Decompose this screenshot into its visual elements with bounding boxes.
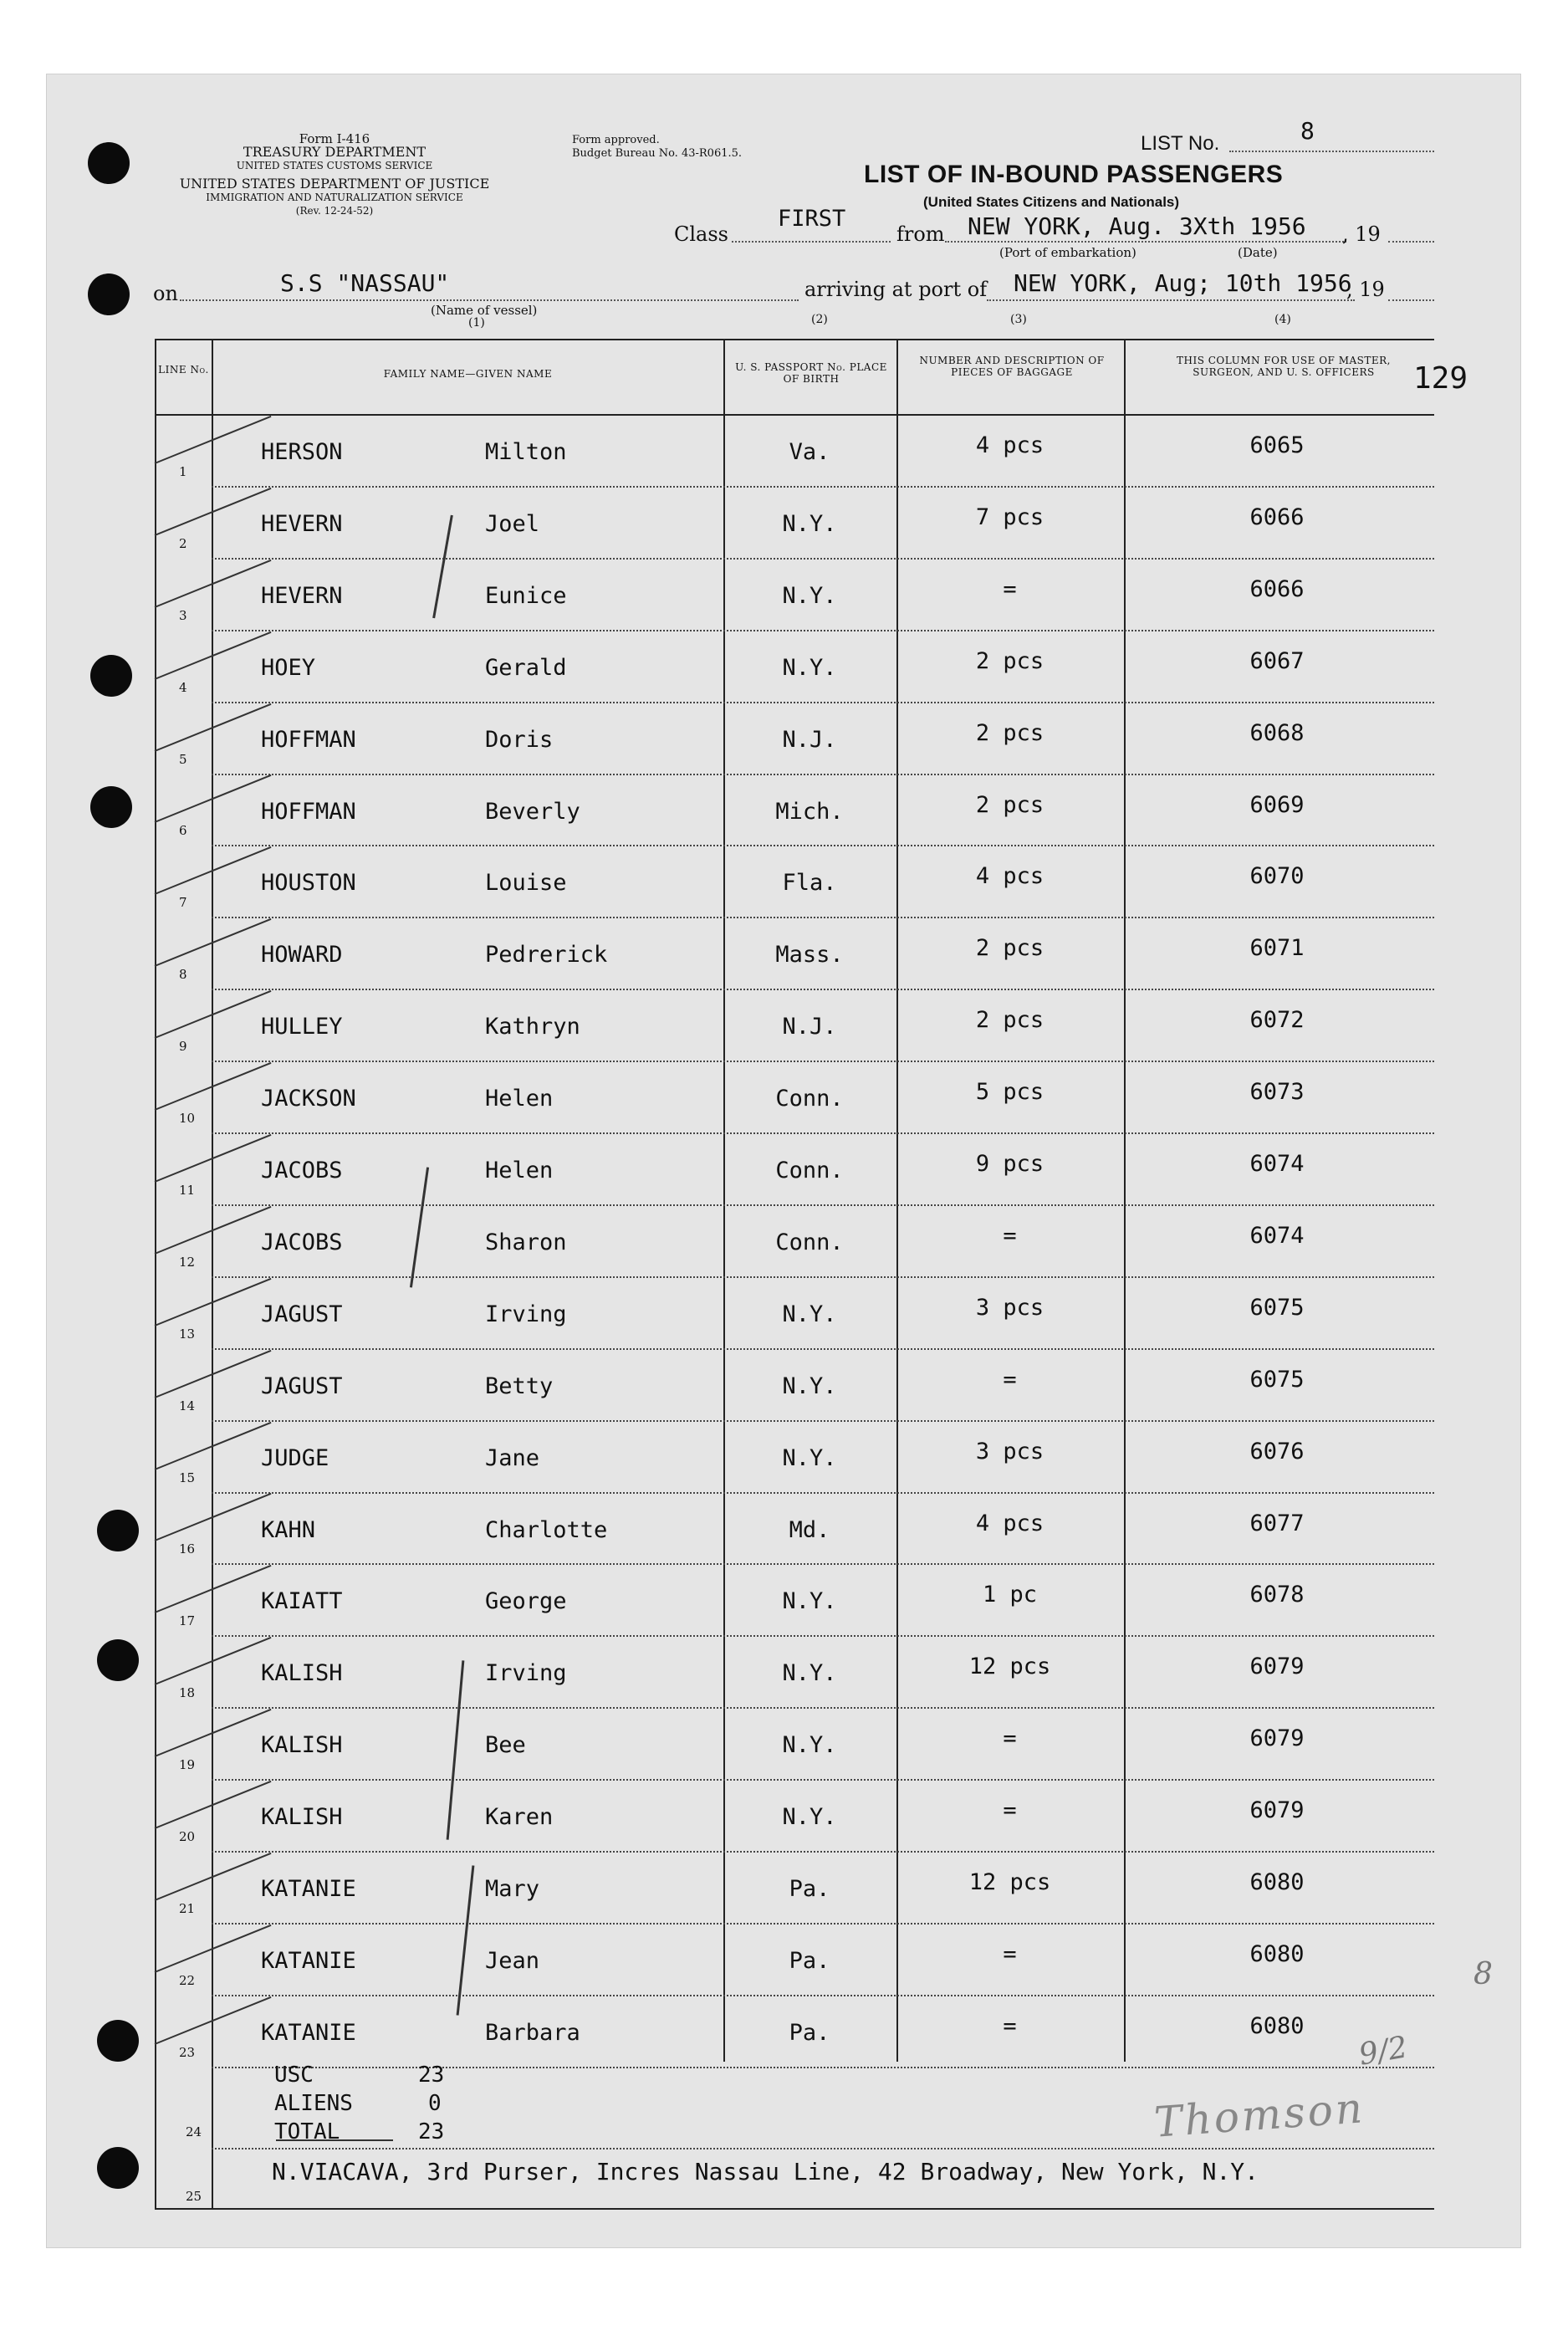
line-number: 4 bbox=[179, 679, 187, 695]
given-name: Helen bbox=[485, 1086, 554, 1112]
family-name: JACKSON bbox=[261, 1086, 356, 1112]
line-number: 12 bbox=[179, 1254, 196, 1270]
list-no-label: LIST No. bbox=[1141, 132, 1220, 155]
usc-label: USC bbox=[274, 2063, 314, 2088]
place-of-birth: Conn. bbox=[775, 1229, 844, 1255]
given-name: Beverly bbox=[485, 798, 580, 825]
line-number: 17 bbox=[179, 1613, 196, 1629]
line-number: 5 bbox=[179, 751, 187, 767]
place-of-birth: N.Y. bbox=[782, 1660, 837, 1687]
family-name: KATANIE bbox=[261, 1876, 356, 1902]
officer-code: 6068 bbox=[1249, 719, 1305, 746]
officer-code: 6078 bbox=[1249, 1582, 1305, 1608]
vessel-value: S.S "NASSAU" bbox=[280, 269, 450, 297]
treasury-dept: TREASURY DEPARTMENT bbox=[243, 144, 426, 160]
family-name: HOUSTON bbox=[261, 870, 356, 897]
line-number-25: 25 bbox=[186, 2189, 202, 2204]
ins-service: IMMIGRATION AND NATURALIZATION SERVICE bbox=[206, 192, 463, 203]
col-header-name: FAMILY NAME—GIVEN NAME bbox=[383, 368, 553, 380]
place-of-birth: N.Y. bbox=[782, 1372, 837, 1399]
baggage: 3 pcs bbox=[975, 1438, 1044, 1464]
line-number: 18 bbox=[179, 1685, 196, 1701]
line-number: 22 bbox=[179, 1972, 196, 1988]
signature-note: 9/2 bbox=[1356, 2030, 1411, 2073]
line-number: 3 bbox=[179, 607, 187, 623]
given-name: Louise bbox=[485, 870, 567, 897]
given-name: Jane bbox=[485, 1444, 540, 1471]
line-number: 23 bbox=[179, 2044, 196, 2060]
given-name: Helen bbox=[485, 1158, 554, 1183]
given-name: Milton bbox=[485, 439, 567, 465]
baggage: 4 pcs bbox=[975, 1510, 1044, 1536]
officer-code: 6070 bbox=[1249, 863, 1305, 890]
given-name: Charlotte bbox=[485, 1516, 608, 1543]
total-value: 23 bbox=[418, 2119, 445, 2144]
vessel-caption: (Name of vessel) bbox=[431, 303, 538, 318]
aliens-value: 0 bbox=[428, 2091, 442, 2116]
baggage: = bbox=[1003, 1222, 1017, 1249]
line-number: 15 bbox=[179, 1470, 196, 1485]
on-label: on bbox=[153, 282, 178, 305]
given-name: Mary bbox=[485, 1876, 540, 1902]
given-name: Joel bbox=[485, 510, 540, 537]
family-name: HOFFMAN bbox=[261, 798, 356, 825]
line-number-24: 24 bbox=[186, 2124, 202, 2139]
baggage: 4 pcs bbox=[975, 432, 1044, 458]
baggage: = bbox=[1003, 1940, 1017, 1967]
given-name: Betty bbox=[485, 1372, 554, 1399]
family-name: HULLEY bbox=[261, 1014, 343, 1040]
col-ref-4: (4) bbox=[1274, 313, 1291, 326]
from-label: from bbox=[896, 222, 945, 246]
place-of-birth: N.Y. bbox=[782, 582, 837, 609]
family-name: HEVERN bbox=[261, 582, 343, 609]
usc-value: 23 bbox=[418, 2063, 445, 2088]
aliens-label: ALIENS bbox=[274, 2091, 353, 2116]
given-name: Karen bbox=[485, 1804, 554, 1831]
line-number: 11 bbox=[179, 1182, 196, 1198]
officer-code: 6074 bbox=[1249, 1151, 1305, 1177]
officer-code: 6071 bbox=[1249, 935, 1305, 962]
given-name: Pedrerick bbox=[485, 942, 608, 969]
place-of-birth: N.J. bbox=[782, 726, 837, 753]
class-value: FIRST bbox=[778, 206, 846, 232]
place-of-birth: N.Y. bbox=[782, 1588, 837, 1615]
officer-code: 6075 bbox=[1249, 1366, 1305, 1393]
margin-mark: 8 bbox=[1474, 1957, 1493, 1991]
baggage: = bbox=[1003, 1797, 1017, 1824]
purser-footer: N.VIACAVA, 3rd Purser, Incres Nassau Line, 42 Broadway, New York, N.Y. bbox=[272, 2158, 1259, 2185]
place-of-birth: N.Y. bbox=[782, 510, 837, 537]
baggage: 5 pcs bbox=[975, 1079, 1044, 1106]
col-header-line: LINE No. bbox=[158, 364, 209, 376]
punch-hole bbox=[88, 273, 130, 315]
place-of-birth: Md. bbox=[789, 1516, 830, 1543]
line-number: 8 bbox=[179, 967, 187, 983]
family-name: KATANIE bbox=[261, 1947, 356, 1974]
page-subtitle: (United States Citizens and Nationals) bbox=[923, 194, 1180, 210]
place-of-birth: Conn. bbox=[775, 1158, 844, 1183]
baggage: = bbox=[1003, 1366, 1017, 1393]
officer-code: 6080 bbox=[1249, 1869, 1305, 1895]
family-name: JUDGE bbox=[261, 1444, 329, 1471]
revision: (Rev. 12-24-52) bbox=[295, 205, 374, 217]
page-title: LIST OF IN-BOUND PASSENGERS bbox=[864, 161, 1284, 188]
baggage: = bbox=[1003, 575, 1017, 602]
col-header-officers: THIS COLUMN FOR USE OF MASTER, SURGEON, AND U. S. OFFICERS bbox=[1177, 355, 1391, 378]
baggage: 2 pcs bbox=[975, 719, 1044, 746]
col-header-passport: U. S. PASSPORT No. PLACE OF BIRTH bbox=[735, 361, 887, 385]
baggage: 1 pc bbox=[982, 1582, 1038, 1608]
officer-code: 6069 bbox=[1249, 791, 1305, 818]
customs-service: UNITED STATES CUSTOMS SERVICE bbox=[236, 160, 433, 171]
from-value: NEW YORK, Aug. 3Xth 1956 bbox=[968, 212, 1306, 240]
family-name: KALISH bbox=[261, 1804, 343, 1831]
given-name: Bee bbox=[485, 1732, 526, 1759]
given-name: Irving bbox=[485, 1660, 567, 1687]
punch-hole bbox=[97, 1510, 139, 1551]
place-of-birth: Conn. bbox=[775, 1086, 844, 1112]
total-label: TOTAL bbox=[274, 2119, 340, 2144]
baggage: 2 pcs bbox=[975, 1007, 1044, 1034]
officer-code: 6067 bbox=[1249, 647, 1305, 674]
punch-hole bbox=[90, 786, 132, 828]
place-of-birth: Pa. bbox=[789, 1876, 830, 1902]
officer-signature: Thomson bbox=[1152, 2083, 1366, 2147]
place-of-birth: Pa. bbox=[789, 2019, 830, 2046]
place-of-birth: N.Y. bbox=[782, 1301, 837, 1327]
baggage: 4 pcs bbox=[975, 863, 1044, 890]
baggage: = bbox=[1003, 1725, 1017, 1752]
line-number: 9 bbox=[179, 1039, 187, 1055]
place-of-birth: N.Y. bbox=[782, 1804, 837, 1831]
family-name: KAHN bbox=[261, 1516, 316, 1543]
family-name: HOWARD bbox=[261, 942, 343, 969]
family-name: JACOBS bbox=[261, 1229, 343, 1255]
baggage: 7 pcs bbox=[975, 503, 1044, 530]
punch-hole bbox=[88, 142, 130, 184]
line-number: 6 bbox=[179, 823, 187, 839]
col-ref-1: (1) bbox=[468, 316, 485, 330]
justice-dept: UNITED STATES DEPARTMENT OF JUSTICE bbox=[179, 176, 490, 192]
baggage: 3 pcs bbox=[975, 1294, 1044, 1321]
date-caption: (Date) bbox=[1238, 245, 1278, 260]
officer-code: 6066 bbox=[1249, 503, 1305, 530]
port-caption: (Port of embarkation) bbox=[999, 245, 1136, 260]
place-of-birth: Mass. bbox=[775, 942, 844, 969]
arriving-year-suffix: , 19 bbox=[1346, 278, 1385, 301]
line-number: 20 bbox=[179, 1829, 196, 1844]
line-number: 13 bbox=[179, 1326, 196, 1342]
list-no-value: 8 bbox=[1300, 117, 1315, 145]
family-name: KATANIE bbox=[261, 2019, 356, 2046]
given-name: Jean bbox=[485, 1947, 540, 1974]
given-name: George bbox=[485, 1588, 567, 1615]
place-of-birth: Va. bbox=[789, 439, 830, 465]
given-name: Irving bbox=[485, 1301, 567, 1327]
line-number: 14 bbox=[179, 1398, 196, 1413]
officer-code: 6072 bbox=[1249, 1007, 1305, 1034]
officer-code: 6079 bbox=[1249, 1725, 1305, 1752]
col-ref-3: (3) bbox=[1010, 313, 1027, 326]
place-of-birth: N.Y. bbox=[782, 1444, 837, 1471]
family-name: KAIATT bbox=[261, 1588, 343, 1615]
place-of-birth: Mich. bbox=[775, 798, 844, 825]
given-name: Eunice bbox=[485, 582, 567, 609]
place-of-birth: Fla. bbox=[782, 870, 837, 897]
given-name: Sharon bbox=[485, 1229, 567, 1255]
family-name: JACOBS bbox=[261, 1158, 343, 1183]
officer-code: 6066 bbox=[1249, 575, 1305, 602]
family-name: JAGUST bbox=[261, 1372, 343, 1399]
family-name: HOEY bbox=[261, 654, 316, 681]
baggage: 12 pcs bbox=[968, 1869, 1051, 1895]
family-name: KALISH bbox=[261, 1660, 343, 1687]
punch-hole bbox=[97, 1639, 139, 1681]
officer-code: 6077 bbox=[1249, 1510, 1305, 1536]
class-label: Class bbox=[674, 222, 728, 246]
place-of-birth: N.J. bbox=[782, 1014, 837, 1040]
line-number: 19 bbox=[179, 1757, 196, 1773]
form-number: Form I-416 bbox=[299, 131, 370, 146]
baggage: 9 pcs bbox=[975, 1151, 1044, 1177]
punch-hole bbox=[97, 2020, 139, 2062]
officer-code: 6079 bbox=[1249, 1654, 1305, 1680]
line-number: 16 bbox=[179, 1541, 196, 1557]
agency-block bbox=[151, 132, 518, 217]
given-name: Doris bbox=[485, 726, 554, 753]
baggage: = bbox=[1003, 2012, 1017, 2039]
family-name: HEVERN bbox=[261, 510, 343, 537]
page-number: 129 bbox=[1413, 361, 1468, 396]
budget-bureau: Budget Bureau No. 43-R061.5. bbox=[572, 147, 743, 160]
officer-code: 6079 bbox=[1249, 1797, 1305, 1824]
arriving-value: NEW YORK, Aug; 10th 1956 bbox=[1014, 269, 1352, 297]
arriving-label: arriving at port of bbox=[804, 278, 988, 301]
family-name: KALISH bbox=[261, 1732, 343, 1759]
punch-hole bbox=[90, 655, 132, 697]
given-name: Gerald bbox=[485, 654, 567, 681]
place-of-birth: N.Y. bbox=[782, 654, 837, 681]
family-name: HOFFMAN bbox=[261, 726, 356, 753]
family-name: JAGUST bbox=[261, 1301, 343, 1327]
officer-code: 6073 bbox=[1249, 1079, 1305, 1106]
officer-code: 6080 bbox=[1249, 1940, 1305, 1967]
officer-code: 6080 bbox=[1249, 2012, 1305, 2039]
baggage: 2 pcs bbox=[975, 647, 1044, 674]
place-of-birth: Pa. bbox=[789, 1947, 830, 1974]
baggage: 2 pcs bbox=[975, 935, 1044, 962]
col-header-baggage: NUMBER AND DESCRIPTION OF PIECES OF BAGGAGE bbox=[919, 355, 1105, 378]
officer-code: 6065 bbox=[1249, 432, 1305, 458]
col-ref-2: (2) bbox=[811, 313, 828, 326]
line-number: 2 bbox=[179, 535, 187, 551]
punch-hole bbox=[97, 2147, 139, 2189]
baggage: 2 pcs bbox=[975, 791, 1044, 818]
line-number: 7 bbox=[179, 895, 187, 911]
officer-code: 6074 bbox=[1249, 1222, 1305, 1249]
baggage: 12 pcs bbox=[968, 1654, 1051, 1680]
officer-code: 6075 bbox=[1249, 1294, 1305, 1321]
family-name: HERSON bbox=[261, 439, 343, 465]
line-number: 10 bbox=[179, 1111, 196, 1126]
approval-block bbox=[572, 134, 742, 161]
place-of-birth: N.Y. bbox=[782, 1732, 837, 1759]
given-name: Barbara bbox=[485, 2019, 580, 2046]
given-name: Kathryn bbox=[485, 1014, 580, 1040]
form-approved: Form approved. bbox=[572, 134, 660, 146]
officer-code: 6076 bbox=[1249, 1438, 1305, 1464]
line-number: 21 bbox=[179, 1900, 196, 1916]
from-year-suffix: , 19 bbox=[1342, 222, 1381, 246]
line-number: 1 bbox=[179, 463, 187, 479]
